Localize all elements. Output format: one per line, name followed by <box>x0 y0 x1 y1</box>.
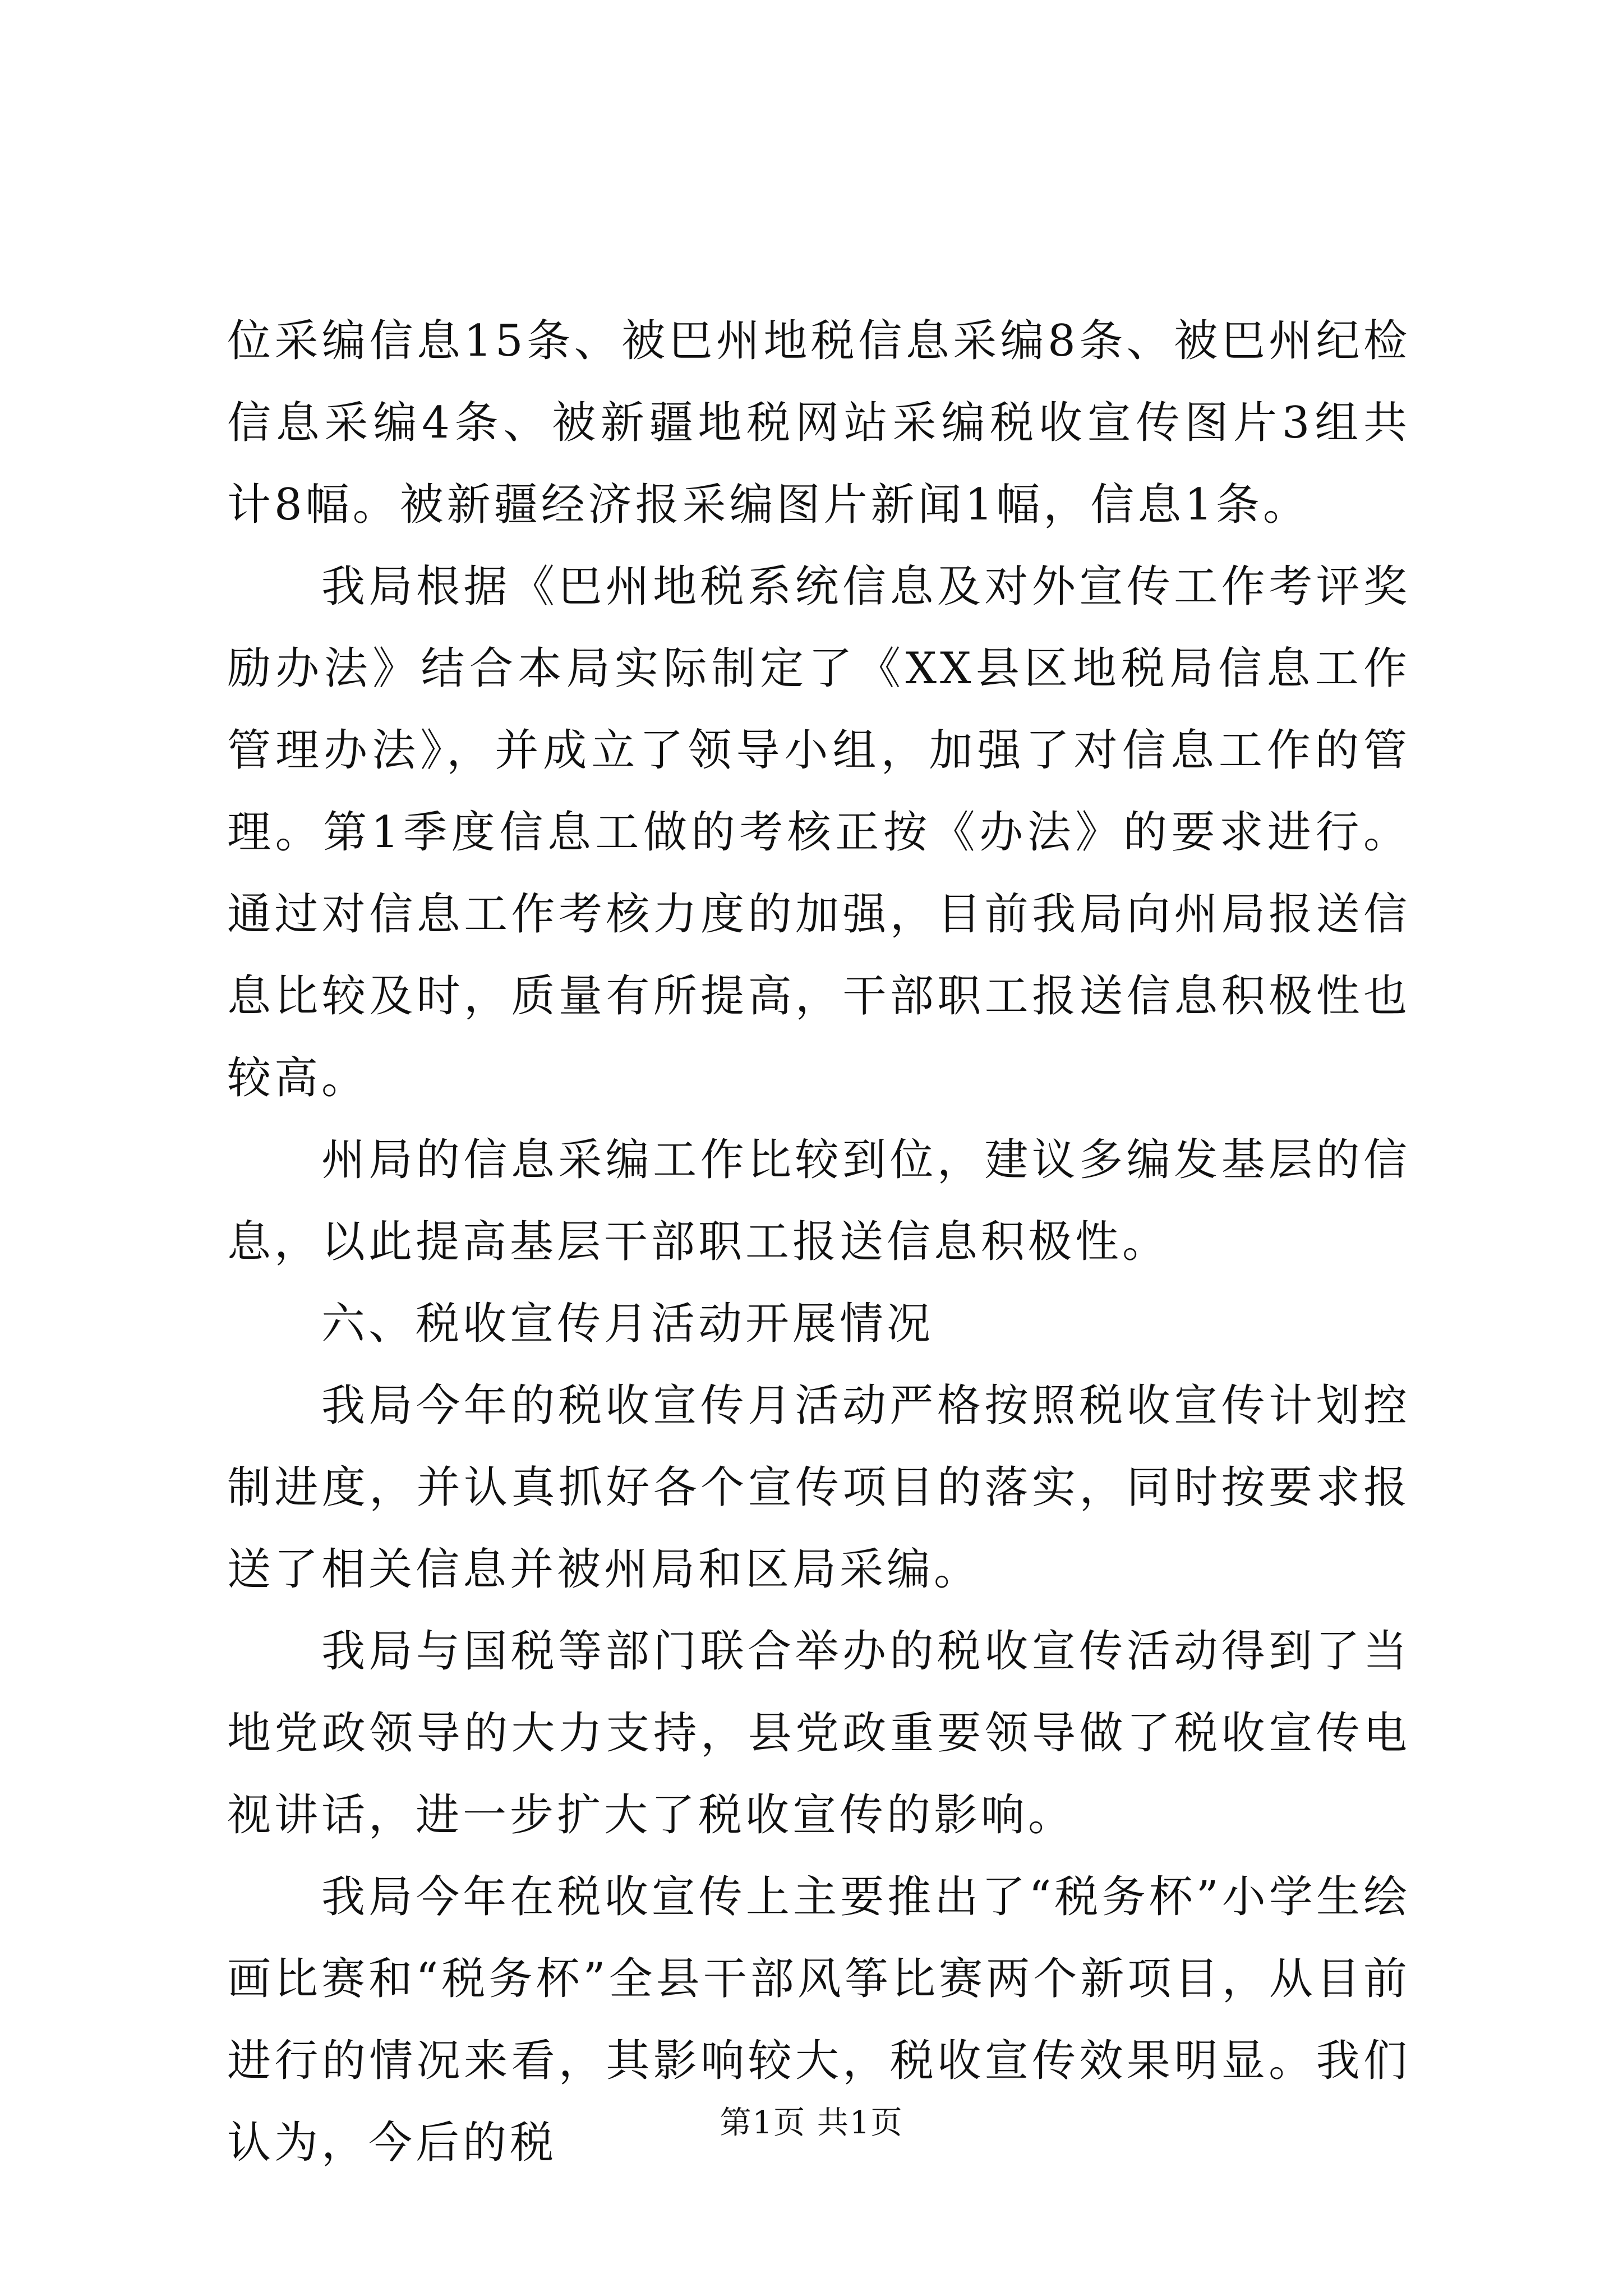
paragraph-tax-month: 我局今年的税收宣传月活动严格按照税收宣传计划控制进度，并认真抓好各个宣传项目的落实，同时按要求报送了相关信息并被州局和区局采编。 <box>227 1381 1410 1595</box>
paragraph-suggestion: 州局的信息采编工作比较到位，建议多编发基层的信息，以此提高基层干部职工报送信息积极性。 <box>227 1135 1410 1267</box>
paragraph-joint-activity: 我局与国税等部门联合举办的税收宣传活动得到了当地党政领导的大力支持，县党政重要领导做了税收宣传电视讲话，进一步扩大了税收宣传的影响。 <box>227 1626 1410 1841</box>
section-heading: 六、税收宣传月活动开展情况 <box>321 1299 934 1349</box>
page-number-footer: 第1页 共1页 <box>720 2105 903 2141</box>
document-body <box>227 300 1410 2184</box>
paragraph-continuation: 位采编信息15条、被巴州地税信息采编8条、被巴州纪检信息采编4条、被新疆地税网站采编税收宣传图片3组共计8幅。被新疆经济报采编图片新闻1幅，信息1条。 <box>227 316 1410 530</box>
paragraph-info-management: 我局根据《巴州地税系统信息及对外宣传工作考评奖励办法》结合本局实际制定了《XX县区地税局信息工作管理办法》，并成立了领导小组，加强了对信息工作的管理。第1季度信息工做的考核正按《办法》的要求进行。通过对信息工作考核力度的加强，目前我局向州局报送信息比较及时，质量有所提高，干部职工报送信息积极性也较高。 <box>227 562 1410 1103</box>
paragraph-new-projects: 我局今年在税收宣传上主要推出了“税务杯”小学生绘画比赛和“税务杯”全县干部风筝比赛两个新项目，从目前进行的情况来看，其影响较大，税收宣传效果明显。我们认为，今后的税 <box>227 1872 1410 2168</box>
